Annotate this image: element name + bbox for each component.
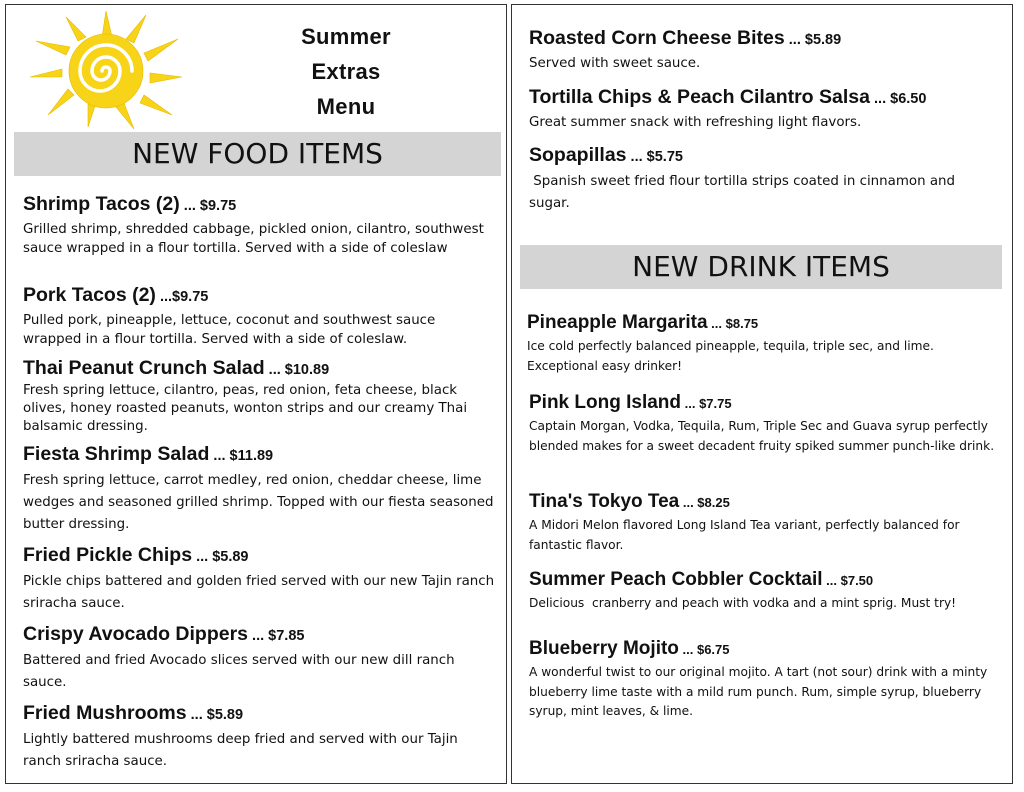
item-price: ... $7.75 <box>681 396 732 411</box>
item-price: ... $10.89 <box>264 362 330 378</box>
item-name: Roasted Corn Cheese Bites <box>529 27 785 49</box>
item-name: Summer Peach Cobbler Cocktail <box>529 569 823 590</box>
item-description: Delicious cranberry and peach with vodka and a mint sprig. Must try! <box>529 596 957 610</box>
food-item-avocado-dippers <box>23 623 495 694</box>
item-description: Lightly battered mushrooms deep fried and served with our Tajin ranch sriracha sauce. <box>23 732 458 769</box>
drink-item-peach-cobbler <box>529 568 999 614</box>
drink-item-tokyo-tea <box>529 490 999 555</box>
food-item-pickle-chips <box>23 544 495 615</box>
item-price: ... $5.89 <box>784 32 842 48</box>
menu-title-line: Extras <box>311 59 381 84</box>
extra-item-corn-bites <box>529 27 999 73</box>
drink-item-blueberry-mojito <box>529 637 999 722</box>
item-price: ... $11.89 <box>209 448 274 464</box>
item-description: Spanish sweet fried flour tortilla strips coated in cinnamon and sugar. <box>529 174 960 211</box>
item-price: ... $9.75 <box>179 198 237 214</box>
extra-item-chips-salsa <box>529 86 999 132</box>
item-name: Crispy Avocado Dippers <box>23 623 249 645</box>
item-price: ... $7.85 <box>248 628 305 644</box>
item-name: Pineapple Margarita <box>527 312 708 333</box>
item-price: ... $7.50 <box>822 573 874 588</box>
item-description: Fresh spring lettuce, cilantro, peas, red onion, feta cheese, black olives, honey roasted peanuts, wonton strips and our creamy Thai balsamic dressing. <box>23 383 468 434</box>
item-price: ... $6.75 <box>678 642 730 657</box>
food-item-thai-salad <box>23 357 495 436</box>
item-description: Pickle chips battered and golden fried served with our new Tajin ranch sriracha sauce. <box>23 574 495 611</box>
food-section-heading: NEW FOOD ITEMS <box>14 132 501 176</box>
item-description: Battered and fried Avocado slices served with our new dill ranch sauce. <box>23 653 455 690</box>
drink-item-pink-long-island <box>529 391 999 456</box>
item-description: Great summer snack with refreshing light flavors. <box>529 115 862 130</box>
item-price: ... $5.89 <box>192 549 249 565</box>
food-item-shrimp-tacos <box>23 193 495 258</box>
item-name: Pork Tacos (2) <box>23 284 156 306</box>
item-price: ...$9.75 <box>155 289 209 305</box>
item-name: Fried Mushrooms <box>23 702 187 724</box>
item-price: ... $5.75 <box>626 149 683 165</box>
menu-title-line: Summer <box>301 24 391 49</box>
item-name: Sopapillas <box>529 144 627 166</box>
drink-section-heading: NEW DRINK ITEMS <box>520 245 1002 289</box>
item-name: Pink Long Island <box>529 392 682 413</box>
drink-item-pineapple-margarita <box>527 311 997 376</box>
item-name: Shrimp Tacos (2) <box>23 193 180 215</box>
menu-title-line: Menu <box>316 94 376 119</box>
right-menu-panel <box>511 4 1013 784</box>
item-price: ... $5.89 <box>186 707 244 723</box>
item-description: Fresh spring lettuce, carrot medley, red onion, cheddar cheese, lime wedges and seasoned grilled shrimp. Topped with our fiesta seasoned butter dressing. <box>23 473 494 532</box>
item-name: Fiesta Shrimp Salad <box>23 443 210 465</box>
item-description: Pulled pork, pineapple, lettuce, coconut and southwest sauce wrapped in a flour tortilla. Served with a side of coleslaw. <box>23 313 436 347</box>
item-price: ... $8.75 <box>707 316 759 331</box>
item-description: A wonderful twist to our original mojito. A tart (not sour) drink with a minty blueberry lime taste with a mild rum punch. Rum, simple syrup, blueberry syrup, mint leaves, & lime. <box>529 665 988 718</box>
item-price: ... $8.25 <box>679 495 730 510</box>
item-name: Tortilla Chips & Peach Cilantro Salsa <box>529 86 870 108</box>
menu-title <box>266 19 426 124</box>
item-description: Captain Morgan, Vodka, Tequila, Rum, Triple Sec and Guava syrup perfectly blended makes for a sweet decadent fruity spiked summer punch-like drink. <box>529 419 995 453</box>
item-name: Blueberry Mojito <box>529 638 679 659</box>
item-description: Ice cold perfectly balanced pineapple, tequila, triple sec, and lime. Exceptional easy drinker! <box>527 339 934 373</box>
item-name: Tina's Tokyo Tea <box>529 491 680 512</box>
food-item-fried-mushrooms <box>23 702 495 773</box>
extra-item-sopapillas <box>529 144 999 215</box>
item-name: Thai Peanut Crunch Salad <box>23 357 265 379</box>
item-description: Served with sweet sauce. <box>529 56 701 71</box>
item-description: Grilled shrimp, shredded cabbage, pickled onion, cilantro, southwest sauce wrapped in a flour tortilla. Served with a side of coleslaw <box>23 222 484 256</box>
food-item-fiesta-salad <box>23 443 495 536</box>
item-description: A Midori Melon flavored Long Island Tea variant, perfectly balanced for fantastic flavor. <box>529 518 960 552</box>
sun-icon <box>26 11 184 129</box>
food-item-pork-tacos <box>23 284 495 349</box>
left-menu-panel <box>5 4 507 784</box>
item-price: ... $6.50 <box>869 91 927 107</box>
item-name: Fried Pickle Chips <box>23 544 193 566</box>
